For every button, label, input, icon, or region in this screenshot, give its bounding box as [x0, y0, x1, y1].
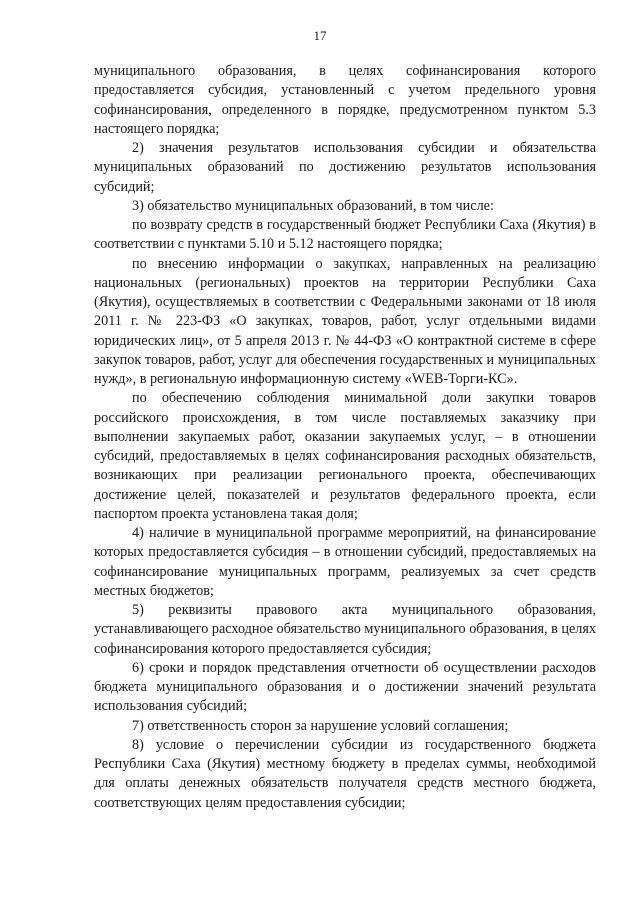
paragraph: муниципального образования, в целях софинансирования которого предоставляется субсидия, установленный с учетом предельного уровня софинансирования, определенного в порядке, предусмотренном пунктом 5.3 настоящего порядка; [94, 63, 596, 137]
paragraph: по обеспечению соблюдения минимальной доли закупки товаров российского происхождения, в том числе поставляемых заказчику при выполнении закупаемых работ, оказании закупаемых услуг, – в отношении субсидий, предоставляемых в целях софинансирования расходных обязательств, возникающих при реализации регионального проекта, обеспечивающих достижение целей, показателей и результатов федерального проекта, если паспортом проекта установлена такая доля; [94, 390, 596, 522]
paragraph: по внесению информации о закупках, направленных на реализацию национальных (региональных) проектов на территории Республики Саха (Якутия), осуществляемых в соответствии с Федеральными законами от 18 июля 2011 г. № 223-ФЗ «О закупках, товаров, работ, услуг отдельными видами юридических лиц», от 5 апреля 2013 г. № 44-ФЗ «О контрактной системе в сфере закупок товаров, работ, услуг для обеспечения государственных и муниципальных нужд», в региональную информационную систему «WEB-Торги-КС». [94, 255, 596, 387]
paragraph: 2) значения результатов использования субсидии и обязательства муниципальных образований по достижению результатов использования субсидий; [94, 140, 596, 195]
document-body [94, 62, 596, 813]
paragraph: 7) ответственность сторон за нарушение условий соглашения; [132, 717, 509, 734]
paragraph: по возврату средств в государственный бюджет Республики Саха (Якутия) в соответствии с пунктами 5.10 и 5.12 настоящего порядка; [94, 217, 596, 253]
paragraph: 3) обязательство муниципальных образований, в том числе: [132, 197, 494, 214]
paragraph: 8) условие о перечислении субсидии из государственного бюджета Республики Саха (Якутия) местному бюджету в пределах суммы, необходимой для оплаты денежных обязательств получателя средств местного бюджета, соответствующих целям предоставления субсидии; [94, 736, 596, 811]
paragraph: 6) сроки и порядок представления отчетности об осуществлении расходов бюджета муниципального образования и о достижении значений результата использования субсидий; [94, 659, 596, 715]
paragraph: 5) реквизиты правового акта муниципального образования, устанавливающего расходное обязательство муниципального образования, в целях софинансирования которого предоставляется субсидия; [94, 602, 596, 657]
page-number: 17 [313, 28, 327, 43]
paragraph: 4) наличие в муниципальной программе мероприятий, на финансирование которых предоставляется субсидия – в отношении субсидий, предоставляемых на софинансирование муниципальных программ, реализуемых за счет средств местных бюджетов; [94, 525, 596, 599]
